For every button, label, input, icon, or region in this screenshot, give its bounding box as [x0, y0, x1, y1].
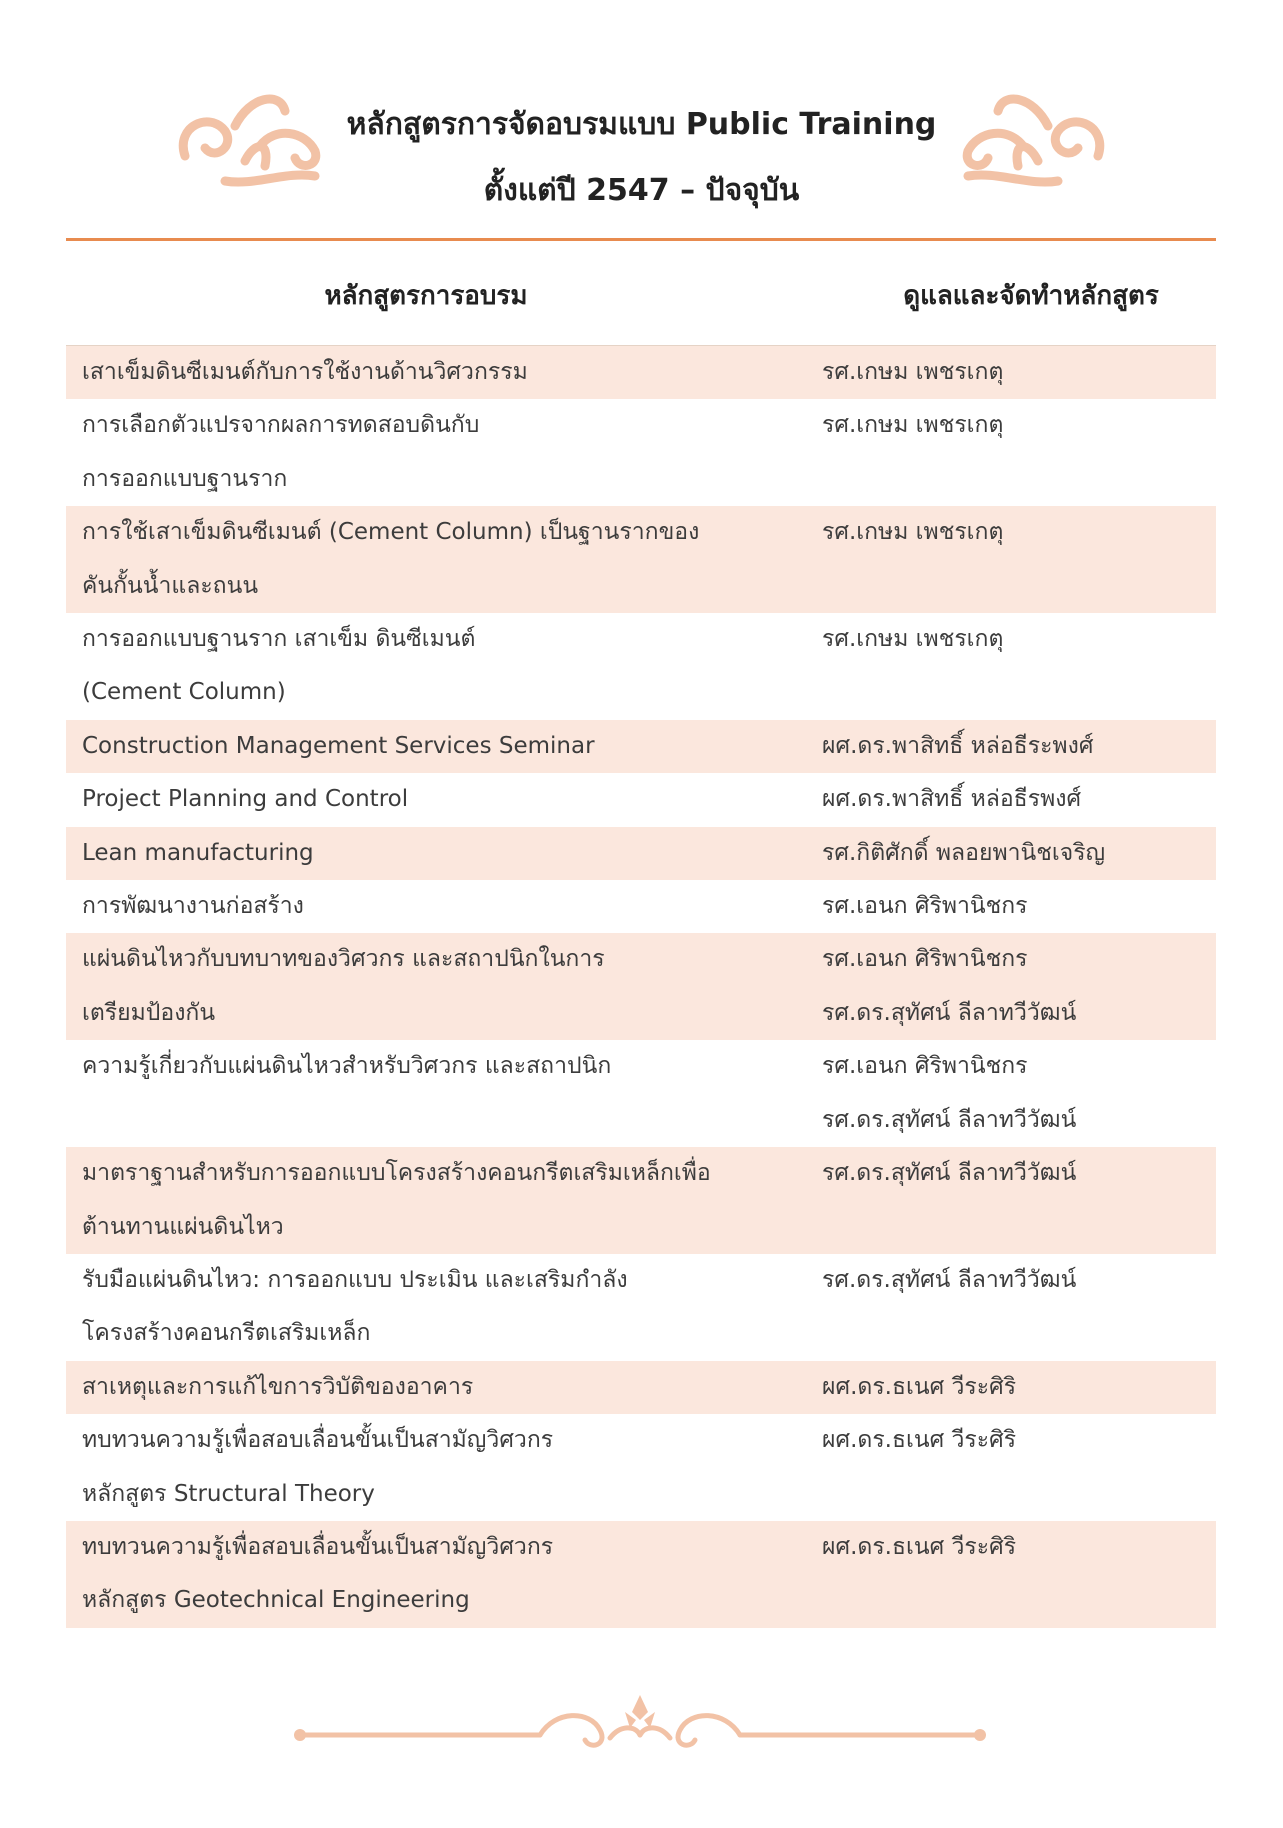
course-name-cell: [66, 1254, 822, 1361]
table-row: [66, 346, 1216, 399]
course-name-line: Construction Management Services Seminar: [82, 732, 595, 759]
course-name-line: การใช้เสาเข็มดินซีเมนต์ (Cement Column) เป็นฐานรากของ: [82, 519, 700, 546]
course-name-cell: [66, 720, 822, 773]
course-owner-line: ผศ.ดร.พาสิทธิ์ หล่อธีรพงศ์: [822, 786, 1082, 813]
column-header-owner: ดูแลและจัดทำหลักสูตร: [903, 281, 1159, 311]
course-owner-line: รศ.ดร.สุทัศน์ ลีลาทวีวัฒน์: [822, 1106, 1077, 1133]
course-owner-cell: [822, 1254, 1216, 1361]
course-name-cell: [66, 613, 822, 720]
course-owner-line: รศ.เอนก ศิริพานิชกร: [822, 946, 1028, 973]
course-name-cell: [66, 1040, 822, 1147]
course-owner-cell: [822, 933, 1216, 1040]
course-owner-cell: [822, 1040, 1216, 1147]
course-owner-cell: [822, 613, 1216, 720]
table-row: [66, 613, 1216, 720]
course-owner-line: รศ.เกษม เพชรเกตุ: [822, 359, 1004, 385]
course-name-line: Project Planning and Control: [82, 786, 409, 813]
course-owner-line: รศ.ดร.สุทัศน์ ลีลาทวีวัฒน์: [822, 1160, 1077, 1187]
course-name-line: การพัฒนางานก่อสร้าง: [82, 893, 304, 920]
table-row: [66, 933, 1216, 1040]
course-owner-line: รศ.เกษม เพชรเกตุ: [822, 412, 1004, 439]
course-name-line: (Cement Column): [82, 679, 286, 706]
course-owner-cell: [822, 773, 1216, 826]
course-name-line: มาตราฐานสำหรับการออกแบบโครงสร้างคอนกรีตเสริมเหล็กเพื่อ: [82, 1160, 711, 1187]
course-owner-cell: [822, 1414, 1216, 1521]
course-owner-line: ผศ.ดร.ธเนศ วีระศิริ: [822, 1533, 1017, 1560]
course-name-line: หลักสูตร Structural Theory: [82, 1480, 375, 1507]
course-name-cell: [66, 1147, 822, 1254]
course-owner-line: ผศ.ดร.พาสิทธิ์ หล่อธีระพงศ์: [822, 732, 1094, 759]
course-name-line: หลักสูตร Geotechnical Engineering: [82, 1587, 470, 1614]
course-owner-cell: [822, 506, 1216, 613]
course-name-line: ต้านทานแผ่นดินไหว: [82, 1213, 284, 1240]
course-owner-line: รศ.เอนก ศิริพานิชกร: [822, 1053, 1028, 1080]
course-owner-line: รศ.ดร.สุทัศน์ ลีลาทวีวัฒน์: [822, 999, 1077, 1026]
course-name-line: คันกั้นน้ำและถนน: [82, 572, 259, 599]
course-owner-cell: [822, 1147, 1216, 1254]
bottom-divider-ornament: [290, 1690, 990, 1760]
title-line-1: หลักสูตรการจัดอบรมแบบ Public Training: [346, 107, 937, 142]
course-name-line: ทบทวนความรู้เพื่อสอบเลื่อนขั้นเป็นสามัญวิศวกร: [82, 1533, 554, 1560]
course-name-line: ความรู้เกี่ยวกับแผ่นดินไหวสำหรับวิศวกร และสถาปนิก: [82, 1053, 612, 1080]
course-name-line: รับมือแผ่นดินไหว: การออกแบบ ประเมิน และเสริมกำลัง: [82, 1266, 628, 1293]
course-name-cell: [66, 399, 822, 506]
course-name-cell: [66, 773, 822, 826]
table-row: [66, 399, 1216, 506]
table-row: [66, 773, 1216, 826]
course-owner-cell: [822, 346, 1216, 399]
course-name-line: ทบทวนความรู้เพื่อสอบเลื่อนขั้นเป็นสามัญวิศวกร: [82, 1427, 554, 1454]
course-name-cell: [66, 506, 822, 613]
table-row: [66, 720, 1216, 773]
course-name-line: เสาเข็มดินซีเมนต์กับการใช้งานด้านวิศวกรรม: [82, 359, 528, 385]
course-name-line: การเลือกตัวแปรจากผลการทดสอบดินกับ: [82, 412, 480, 439]
table-row: [66, 880, 1216, 933]
course-name-cell: [66, 346, 822, 399]
table-row: [66, 506, 1216, 613]
course-name-line: แผ่นดินไหวกับบทบาทของวิศวกร และสถาปนิกในการ: [82, 946, 605, 973]
page-title: [0, 92, 1283, 224]
course-owner-cell: [822, 827, 1216, 880]
course-owner-line: รศ.กิติศักดิ์ พลอยพานิชเจริญ: [822, 839, 1106, 866]
course-owner-line: รศ.เอนก ศิริพานิชกร: [822, 893, 1028, 920]
title-divider: [66, 238, 1216, 241]
course-name-line: การออกแบบฐานราก เสาเข็ม ดินซีเมนต์: [82, 626, 476, 653]
table-row: [66, 1040, 1216, 1147]
course-name-cell: [66, 1521, 822, 1628]
course-owner-line: ผศ.ดร.ธเนศ วีระศิริ: [822, 1373, 1017, 1400]
course-name-line: เตรียมป้องกัน: [82, 999, 216, 1026]
table-row: [66, 1521, 1216, 1628]
table-row: [66, 1361, 1216, 1414]
column-header-course: หลักสูตรการอบรม: [324, 281, 528, 311]
course-owner-line: รศ.ดร.สุทัศน์ ลีลาทวีวัฒน์: [822, 1266, 1077, 1293]
table-row: [66, 1254, 1216, 1361]
course-name-cell: [66, 1361, 822, 1414]
course-owner-cell: [822, 399, 1216, 506]
course-name-line: Lean manufacturing: [82, 839, 314, 866]
course-name-cell: [66, 827, 822, 880]
course-owner-line: ผศ.ดร.ธเนศ วีระศิริ: [822, 1427, 1017, 1454]
course-owner-cell: [822, 1361, 1216, 1414]
course-name-cell: [66, 880, 822, 933]
course-owner-cell: [822, 720, 1216, 773]
course-owner-cell: [822, 880, 1216, 933]
course-name-cell: [66, 1414, 822, 1521]
course-owner-line: รศ.เกษม เพชรเกตุ: [822, 626, 1004, 653]
table-row: [66, 1147, 1216, 1254]
course-owner-cell: [822, 1521, 1216, 1628]
table-header: [66, 245, 1216, 346]
table-row: [66, 827, 1216, 880]
course-name-line: โครงสร้างคอนกรีตเสริมเหล็ก: [82, 1320, 371, 1347]
course-owner-line: รศ.เกษม เพชรเกตุ: [822, 519, 1004, 546]
course-table: [66, 346, 1216, 1628]
course-name-cell: [66, 933, 822, 1040]
table-row: [66, 1414, 1216, 1521]
course-name-line: การออกแบบฐานราก: [82, 465, 288, 492]
course-name-line: สาเหตุและการแก้ไขการวิบัติของอาคาร: [82, 1373, 474, 1400]
title-line-2: ตั้งแต่ปี 2547 – ปัจจุบัน: [483, 173, 800, 208]
